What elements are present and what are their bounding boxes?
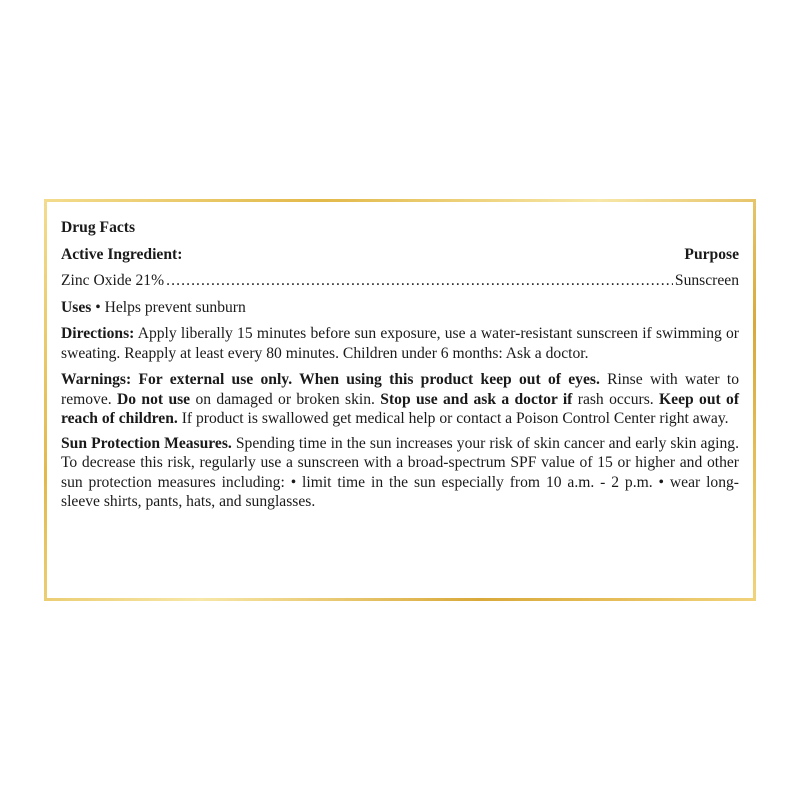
active-ingredient-heading: Active Ingredient: [61, 245, 183, 263]
uses-section [61, 298, 739, 318]
directions-text: Apply liberally 15 minutes before sun exposure, use a water-resistant sunscreen if swimming or sweating. Reapply at least every 80 minutes. Children under 6 months: Ask a doctor. [61, 325, 739, 362]
sun-protection-section [61, 434, 739, 512]
sun-protection-label: Sun Protection Measures. [61, 434, 232, 452]
directions-label: Directions: [61, 325, 135, 342]
uses-text: • Helps prevent sunburn [95, 298, 246, 316]
warnings-text-4: If product is swallowed get medical help or contact a Poison Control Center right away. [181, 410, 729, 427]
warnings-section [61, 370, 739, 429]
stop-use-label: Stop use and ask a doctor if [380, 390, 573, 408]
do-not-use-label: Do not use [117, 390, 191, 408]
warnings-text-1: Rinse with water to remove. [61, 371, 740, 408]
drug-facts-panel [47, 202, 753, 598]
ingredient-purpose: Sunscreen [674, 272, 739, 289]
ingredient-name: Zinc Oxide 21% [61, 272, 165, 289]
active-ingredient-header-row [61, 245, 739, 265]
dot-leader [166, 271, 673, 291]
purpose-heading: Purpose [684, 245, 739, 263]
ingredient-row [61, 271, 739, 291]
warnings-label: Warnings: For external use only. When using this product keep out of eyes. [61, 371, 600, 388]
warnings-text-2: on damaged or broken skin. [195, 390, 375, 408]
drug-facts-border [44, 199, 756, 601]
drug-facts-title: Drug Facts [61, 219, 136, 236]
uses-label: Uses [61, 298, 92, 316]
sun-protection-text: Spending time in the sun increases your risk of skin cancer and early skin aging. To decrease this risk, regularly use a sunscreen with a broad-spectrum SPF value of 15 or higher and other sun protection measures including: • limit time in the sun especially from 10 a.m. - 2 p.m. • wear long-sleeve shirts, pants, hats, and sunglasses. [61, 434, 740, 510]
directions-section [61, 324, 739, 363]
warnings-text-3: rash occurs. [577, 390, 654, 408]
keep-out-label: Keep out of reach of children. [61, 390, 740, 427]
